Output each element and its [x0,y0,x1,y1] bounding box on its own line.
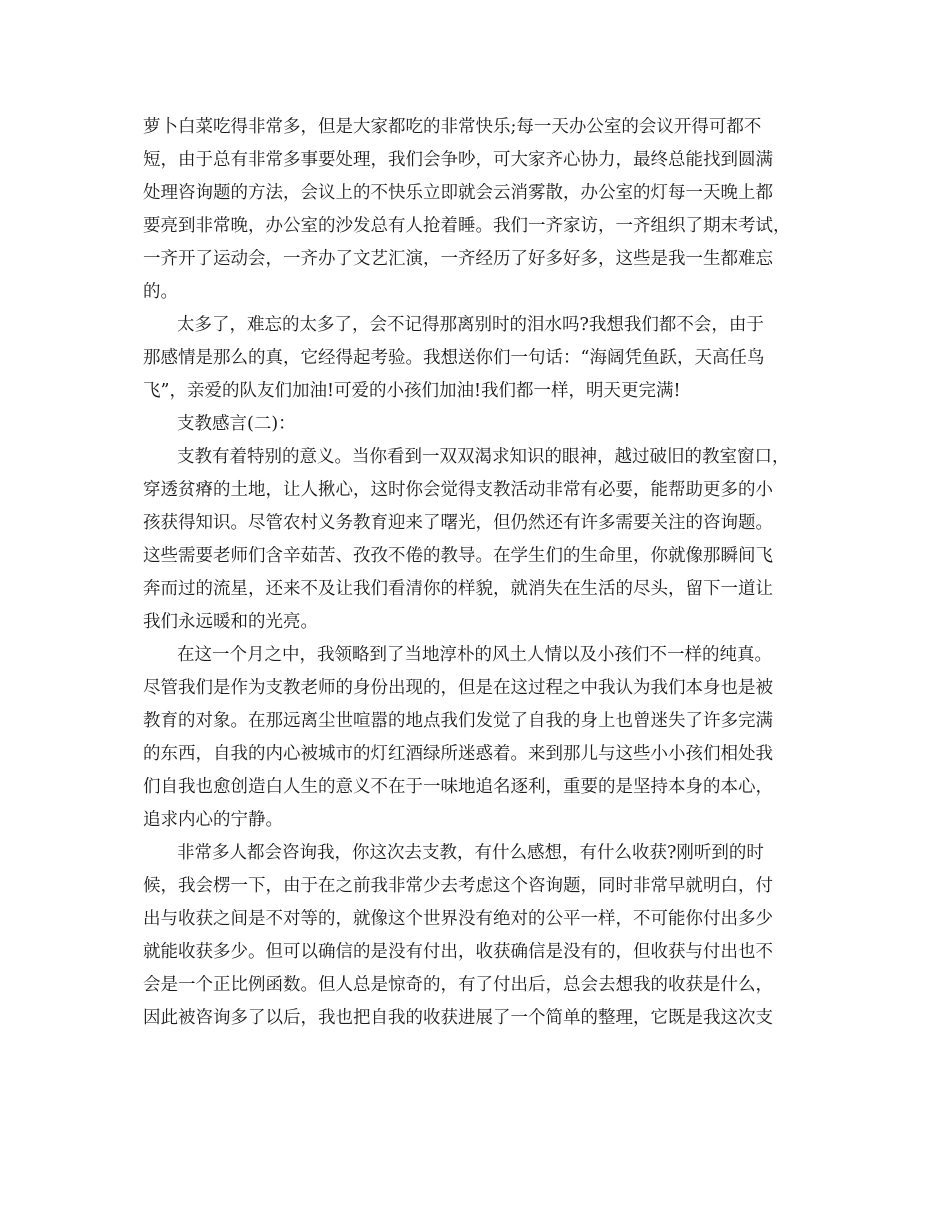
text-line: 短，由于总有非常多事要处理，我们会争吵，可大家齐心协力，最终总能找到圆满 [143,150,773,170]
text-line: 孩获得知识。尽管农村义务教育迎来了曙光，但仍然还有许多需要关注的咨询题。 [143,513,773,533]
text-line: 非常多人都会咨询我，你这次去支教，有什么感想，有什么收获?刚听到的时 [177,843,764,863]
text-line: 出与收获之间是不对等的，就像这个世界没有绝对的公平一样，不可能你付出多少 [143,909,773,929]
text-line: 飞”，亲爱的队友们加油!可爱的小孩们加油!我们都一样，明天更完满! [143,381,681,401]
paragraph [143,408,815,441]
paragraph [143,111,815,309]
text-line: 我们永远暖和的光亮。 [143,612,318,632]
paragraph [143,639,815,837]
text-line: 处理咨询题的方法，会议上的不快乐立即就会云消雾散，办公室的灯每一天晚上都 [143,183,773,203]
text-line: 在这一个月之中，我领略到了当地淳朴的风土人情以及小孩们不一样的纯真。 [177,645,772,665]
text-line: 候，我会楞一下，由于在之前我非常少去考虑这个咨询题，同时非常早就明白，付 [143,876,773,896]
paragraph [143,441,815,639]
text-line: 支教有着特别的意义。当你看到一双双渴求知识的眼神，越过破旧的教室窗口， [177,447,790,467]
text-line: 教育的对象。在那远离尘世喧嚣的地点我们发觉了自我的身上也曾迷失了许多完满 [143,711,773,731]
text-line: 就能收获多少。但可以确信的是没有付出，收获确信是没有的，但收获与付出也不 [143,942,773,962]
text-line: 太多了，难忘的太多了，会不记得那离别时的泪水吗?我想我们都不会，由于 [177,315,764,335]
document-body [143,111,815,1035]
text-line: 追求内心的宁静。 [143,810,283,830]
text-line: 穿透贫瘠的土地，让人揪心，这时你会觉得支教活动非常有必要，能帮助更多的小 [143,480,773,500]
text-line: 因此被咨询多了以后，我也把自我的收获进展了一个简单的整理，它既是我这次支 [143,1008,773,1028]
paragraph [143,837,815,1035]
text-line: 会是一个正比例函数。但人总是惊奇的，有了付出后，总会去想我的收获是什么， [143,975,773,995]
text-line: 萝卜白菜吃得非常多，但是大家都吃的非常快乐;每一天办公室的会议开得可都不 [143,117,762,137]
text-line: 们自我也愈创造白人生的意义不在于一味地追名逐利，重要的是坚持本身的本心， [143,777,773,797]
text-line: 要亮到非常晚，办公室的沙发总有人抢着睡。我们一齐家访，一齐组织了期末考试， [143,216,791,236]
text-line: 的东西，自我的内心被城市的灯红酒绿所迷惑着。来到那儿与这些小小孩们相处我 [143,744,773,764]
text-line: 的。 [143,282,178,302]
text-line: 一齐开了运动会，一齐办了文艺汇演，一齐经历了好多好多，这些是我一生都难忘 [143,249,773,269]
text-line: 奔而过的流星，还来不及让我们看清你的样貌，就消失在生活的尽头，留下一道让 [143,579,773,599]
text-line: 那感情是那么的真，它经得起考验。我想送你们一句话：“海阔凭鱼跃，天高任鸟 [143,348,765,368]
text-line: 支教感言(二)： [177,414,296,434]
text-line: 尽管我们是作为支教老师的身份出现的，但是在这过程之中我认为我们本身也是被 [143,678,773,698]
text-line: 这些需要老师们含辛茹苦、孜孜不倦的教导。在学生们的生命里，你就像那瞬间飞 [143,546,773,566]
paragraph [143,309,815,408]
